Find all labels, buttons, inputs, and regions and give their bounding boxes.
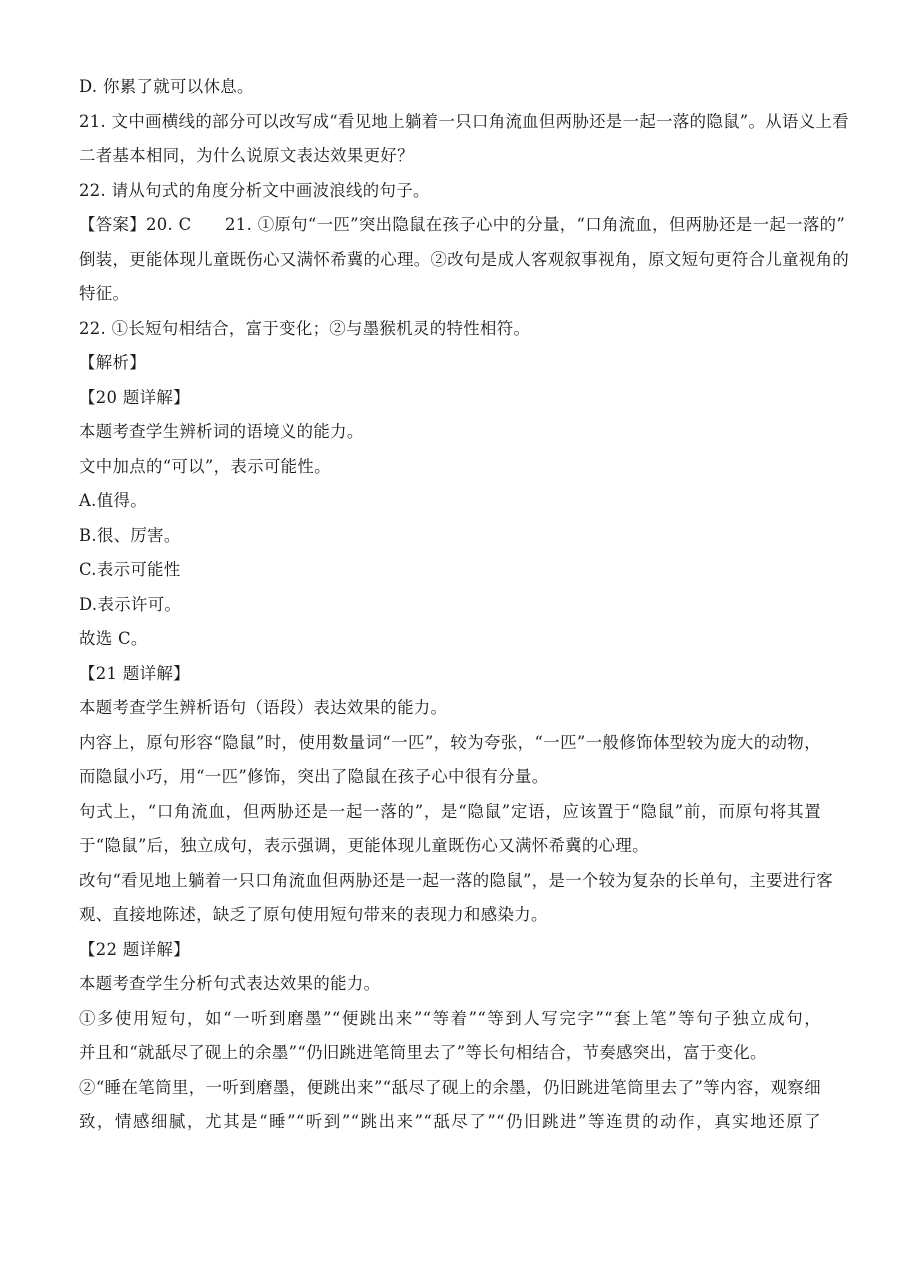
- analysis-heading: 【解析】: [79, 353, 146, 372]
- detail-21-line-3: 而隐鼠小巧，用“一匹”修饰，突出了隐鼠在孩子心中很有分量。: [79, 767, 549, 786]
- detail-20-option-b: B.很、厉害。: [79, 525, 181, 545]
- detail-22-line-4: ②“睡在笔筒里，一听到磨墨，便跳出来”“舐尽了砚上的余墨，仍旧跳进笔筒里去了”等内容，观察细: [79, 1077, 821, 1097]
- question-21-line-2: 二者基本相同，为什么说原文表达效果更好？: [79, 146, 414, 165]
- answer-22-line: 22. ①长短句相结合，富于变化；②与墨猴机灵的特性相符。: [79, 318, 531, 338]
- option-d-line: D. 你累了就可以休息。: [79, 77, 254, 96]
- detail-22-line-3: 并且和“就舐尽了砚上的余墨”“仍旧跳进笔筒里去了”等长句相结合，节奏感突出，富于变化。: [79, 1043, 767, 1062]
- question-22-line: 22. 请从句式的角度分析文中画波浪线的句子。: [79, 180, 430, 200]
- detail-21-line-4: 句式上，“口角流血，但两胁还是一起一落的”，是“隐鼠”定语，应该置于“隐鼠”前，而原句将其置: [79, 801, 821, 821]
- detail-22-line-2: ①多使用短句，如“一听到磨墨”“便跳出来”“等着”“等到人写完字”“套上笔”等句子独立成句，: [79, 1008, 821, 1028]
- answer-line-3: 特征。: [79, 284, 130, 303]
- detail-21-line-7: 观、直接地陈述，缺乏了原句使用短句带来的表现力和感染力。: [79, 905, 548, 924]
- detail-21-line-1: 本题考查学生辨析语句（语段）表达效果的能力。: [79, 698, 448, 717]
- document-page: [79, 70, 850, 1140]
- detail-20-heading: 【20 题详解】: [79, 387, 190, 407]
- detail-20-conclusion: 故选 C。: [79, 629, 148, 648]
- detail-20-option-a: A.值得。: [79, 491, 147, 510]
- detail-20-option-c: C.表示可能性: [79, 560, 181, 579]
- detail-20-line-2: 文中加点的“可以”，表示可能性。: [79, 456, 331, 476]
- detail-20-line-1: 本题考查学生辨析词的语境义的能力。: [79, 422, 364, 441]
- detail-21-line-2: 内容上，原句形容“隐鼠”时，使用数量词“一匹”，较为夸张，“一匹”一般修饰体型较为庞大的动物，: [79, 732, 821, 752]
- answer-line-2: 倒装，更能体现儿童既伤心又满怀希冀的心理。②改句是成人客观叙事视角，原文短句更符合儿童视角的: [79, 249, 850, 269]
- detail-20-option-d: D.表示许可。: [79, 594, 182, 614]
- detail-22-heading: 【22 题详解】: [79, 939, 190, 959]
- question-21-line-1: 21. 文中画横线的部分可以改写成“看见地上躺着一只口角流血但两胁还是一起一落的隐鼠”。从语义上看: [79, 111, 849, 131]
- detail-22-line-1: 本题考查学生分析句式表达效果的能力。: [79, 974, 381, 993]
- detail-21-line-6: 改句“看见地上躺着一只口角流血但两胁还是一起一落的隐鼠”，是一个较为复杂的长单句，主要进行客: [79, 870, 834, 890]
- detail-22-line-5: 致，情感细腻，尤其是“睡”“听到”“跳出来”“舐尽了”“仍旧跳进”等连贯的动作，真实地还原了: [79, 1112, 821, 1131]
- detail-21-heading: 【21 题详解】: [79, 663, 190, 683]
- answer-line-1: 【答案】20. C 21. ①原句“一匹”突出隐鼠在孩子心中的分量，“口角流血，但两胁还是一起一落的”: [79, 215, 846, 234]
- detail-21-line-5: 于“隐鼠”后，独立成句，表示强调，更能体现儿童既伤心又满怀希冀的心理。: [79, 836, 649, 855]
